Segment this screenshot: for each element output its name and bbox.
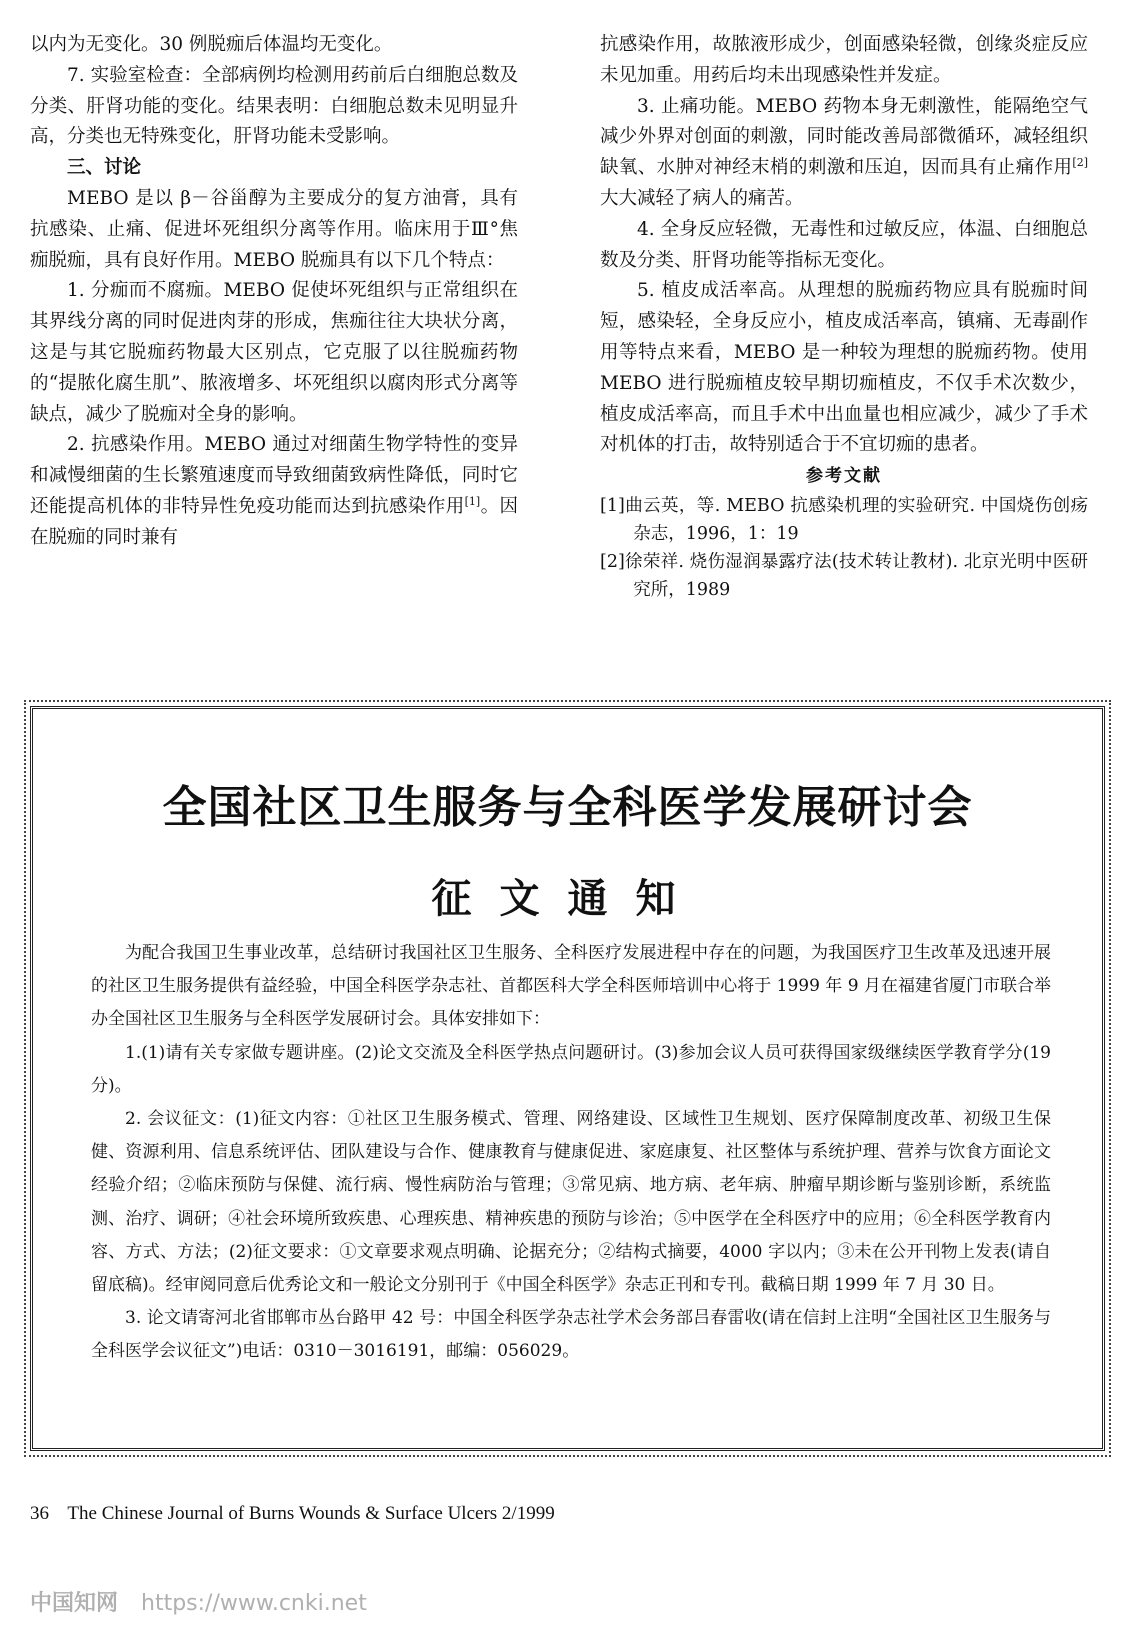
paragraph: MEBO 是以 β－谷甾醇为主要成分的复方油膏，具有抗感染、止痛、促进坏死组织分离等作用。临床用于Ⅲ°焦痂脱痂，具有良好作用。MEBO 脱痂具有以下几个特点： (30, 187, 518, 271)
page-number: 36 (30, 1503, 49, 1524)
paragraph: 抗感染作用，故脓液形成少，创面感染轻微，创缘炎症反应未见加重。用药后均未出现感染性并发症。 (600, 34, 1088, 86)
paragraph (30, 430, 518, 553)
watermark-brand: 中国知网 (30, 1591, 119, 1616)
section-heading: 三、讨论 (67, 157, 142, 179)
paragraph: 以内为无变化。30 例脱痂后体温均无变化。 (30, 34, 393, 55)
references-title: 参考文献 (806, 466, 882, 487)
paragraph-text: 。因在脱痂的同时兼有 (30, 495, 518, 548)
reference-item: [2]徐荣祥. 烧伤湿润暴露疗法(技术转让教材). 北京光明中医研究所，1989 (600, 551, 1088, 600)
notice-body (91, 937, 1051, 1369)
left-column (30, 30, 518, 554)
notice-subtitle: 征文通知 (431, 876, 704, 922)
citation-ref: [2] (1072, 156, 1088, 170)
paragraph: 7. 实验室检查：全部病例均检测用药前后白细胞总数及分类、肝肾功能的变化。结果表明：白细胞总数未见明显升高，分类也无特殊变化，肝肾功能未受影响。 (30, 64, 518, 148)
paragraph: 4. 全身反应轻微，无毒性和过敏反应，体温、白细胞总数及分类、肝肾功能等指标无变化。 (600, 218, 1088, 271)
reference-item: [1]曲云英，等. MEBO 抗感染机理的实验研究. 中国烧伤创疡杂志，1996，1：19 (600, 495, 1088, 544)
paragraph-text: 大大减轻了病人的痛苦。 (600, 187, 804, 209)
paragraph: 5. 植皮成活率高。从理想的脱痂药物应具有脱痂时间短，感染轻，全身反应小，植皮成活率高，镇痛、无毒副作用等特点来看，MEBO 是一种较为理想的脱痂药物。使用 MEBO 进行脱痂植皮较早期切痂植皮，不仅手术次数少，植皮成活率高，而且手术中出血量也相应减少，减少了手术对机体的打击，故特别适合于不宜切痂的患者。 (600, 280, 1088, 456)
journal-name: The Chinese Journal of Burns Wounds & Surface Ulcers 2/1999 (67, 1503, 555, 1524)
paragraph: 1. 分痂而不腐痂。MEBO 促使坏死组织与正常组织在其界线分离的同时促进肉芽的形成，焦痂往往大块状分离，这是与其它脱痂药物最大区别点，它克服了以往脱痂药物的“提脓化腐生肌”、脓液增多、坏死组织以腐肉形式分离等缺点，减少了脱痂对全身的影响。 (30, 280, 518, 425)
notice-title: 全国社区卫生服务与全科医学发展研讨会 (162, 782, 973, 833)
watermark (30, 1586, 367, 1617)
notice-paragraph: 为配合我国卫生事业改革，总结研讨我国社区卫生服务、全科医疗发展进程中存在的问题，为我国医疗卫生改革及迅速开展的社区卫生服务提供有益经验，中国全科医学杂志社、首都医科大学全科医师培训中心将于 1999 年 9 月在福建省厦门市联合举办全国社区卫生服务与全科医学发展研讨会。具体安排如下： (91, 943, 1051, 1030)
paragraph-text: 3. 止痛功能。MEBO 药物本身无刺激性，能隔绝空气减少外界对创面的刺激，同时能改善局部微循环，减轻组织缺氧、水肿对神经末梢的刺激和压迫，因而具有止痛作用 (600, 95, 1088, 179)
paragraph-text: 2. 抗感染作用。MEBO 通过对细菌生物学特性的变异和减慢细菌的生长繁殖速度而导致细菌致病性降低，同时它还能提高机体的非特异性免疫功能而达到抗感染作用 (30, 434, 518, 517)
paragraph (600, 92, 1088, 215)
watermark-url: https://www.cnki.net (141, 1591, 367, 1616)
page-footer (30, 1503, 555, 1525)
right-column (600, 30, 1088, 604)
notice-paragraph: 1.(1)请有关专家做专题讲座。(2)论文交流及全科医学热点问题研讨。(3)参加会议人员可获得国家级继续医学教育学分(19 分)。 (91, 1042, 1051, 1096)
notice-paragraph: 2. 会议征文：(1)征文内容：①社区卫生服务模式、管理、网络建设、区域性卫生规划、医疗保障制度改革、初级卫生保健、资源利用、信息系统评估、团队建设与合作、健康教育与健康促进、家庭康复、社区整体与系统护理、营养与饮食方面论文经验介绍；②临床预防与保健、流行病、慢性病防治与管理；③常见病、地方病、老年病、肿瘤早期诊断与鉴别诊断，系统监测、治疗、调研；④社会环境所致疾患、心理疾患、精神疾患的预防与诊治；⑤中医学在全科医疗中的应用；⑥全科医学教育内容、方式、方法；(2)征文要求：①文章要求观点明确、论据充分；②结构式摘要，4000 字以内；③未在公开刊物上发表(请自留底稿)。经审阅同意后优秀论文和一般论文分别刊于《中国全科医学》杂志正刊和专刊。截稿日期 1999 年 7 月 30 日。 (91, 1109, 1051, 1296)
notice-paragraph: 3. 论文请寄河北省邯郸市丛台路甲 42 号：中国全科医学杂志社学术会务部吕春雷收(请在信封上注明“全国社区卫生服务与全科医学会议征文”)电话：0310－3016191，邮编：056029。 (91, 1308, 1051, 1362)
citation-ref: [1] (464, 494, 481, 508)
call-for-papers-box (30, 706, 1105, 1451)
